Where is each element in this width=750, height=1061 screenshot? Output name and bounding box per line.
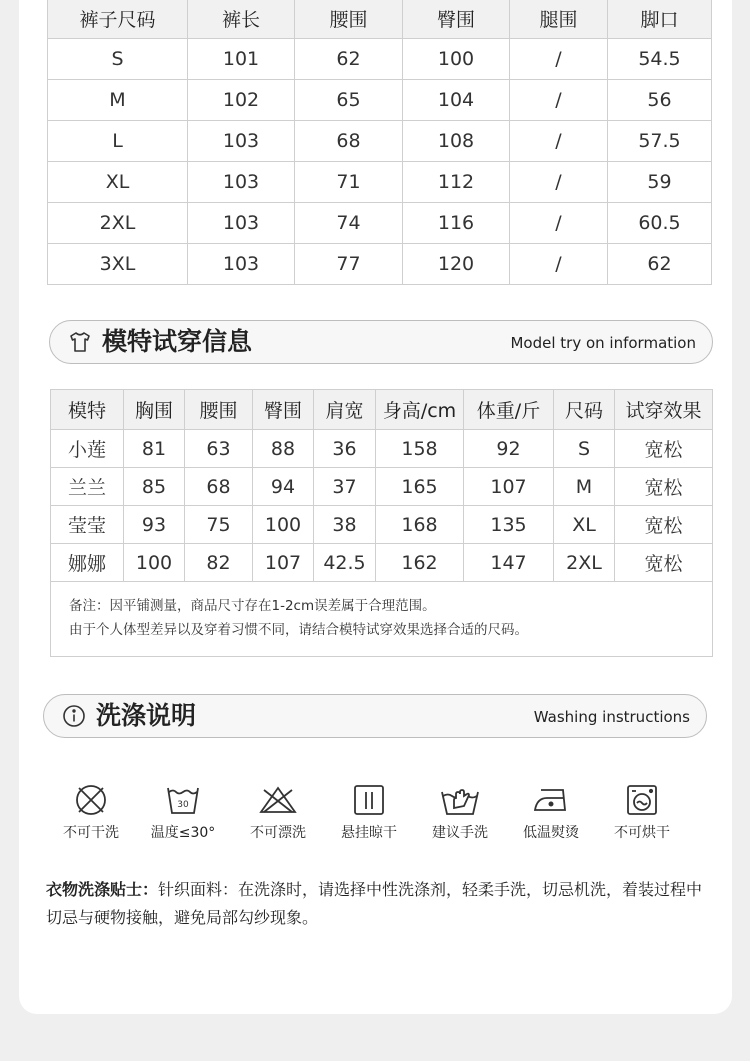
size-cell: 77 [295,244,403,285]
size-header-cell: 臀围 [403,0,510,39]
wash-label: 不可漂洗 [250,825,306,841]
size-cell: 62 [608,244,712,285]
washing-section-title: 洗涤说明 [96,701,197,730]
size-table-header [48,0,712,39]
model-cell: S [554,430,615,468]
model-cell: 宽松 [615,430,713,468]
low-iron-icon [531,782,571,818]
table-row [48,39,712,80]
wash-label: 建议手洗 [432,825,488,841]
wash-30-item [138,782,228,842]
size-cell: / [510,244,608,285]
model-section-title: 模特试穿信息 [102,327,253,356]
table-row [48,80,712,121]
model-cell: 85 [124,468,185,506]
wash-label: 不可干洗 [63,825,119,841]
table-row [51,468,713,506]
model-table [50,389,713,657]
size-cell: 60.5 [608,203,712,244]
table-row [48,244,712,285]
model-cell: 92 [464,430,554,468]
model-cell: 165 [376,468,464,506]
model-cell: XL [554,506,615,544]
tips-lead: 衣物洗涤贴士： [46,880,159,899]
model-cell: 小莲 [51,430,124,468]
model-cell: 宽松 [615,544,713,582]
size-cell: 71 [295,162,403,203]
size-cell: 101 [188,39,295,80]
model-table-header [51,390,713,430]
model-cell: 68 [185,468,253,506]
size-cell: / [510,121,608,162]
model-table-note [51,582,713,657]
model-cell: 38 [314,506,376,544]
size-cell: 68 [295,121,403,162]
size-cell: M [48,80,188,121]
no-bleach-item [233,782,323,842]
model-cell: 100 [253,506,314,544]
size-table [47,0,712,285]
model-cell: M [554,468,615,506]
no-dry-clean-icon [73,782,109,818]
size-cell: 116 [403,203,510,244]
size-cell: 103 [188,244,295,285]
model-cell: 36 [314,430,376,468]
no-dry-clean-item [46,782,136,842]
wash-label: 低温熨烫 [523,825,579,841]
model-cell: 94 [253,468,314,506]
wash-30-icon [165,782,201,818]
washing-section-subtitle: Washing instructions [533,708,690,726]
wash-label: 温度≤30° [150,825,216,841]
size-cell: 103 [188,121,295,162]
model-header-cell: 体重/斤 [464,390,554,430]
model-cell: 107 [253,544,314,582]
model-cell: 107 [464,468,554,506]
size-cell: L [48,121,188,162]
size-cell: 120 [403,244,510,285]
model-header-cell: 臀围 [253,390,314,430]
model-cell: 81 [124,430,185,468]
model-cell: 147 [464,544,554,582]
model-header-cell: 腰围 [185,390,253,430]
size-cell: / [510,39,608,80]
size-cell: 102 [188,80,295,121]
model-cell: 162 [376,544,464,582]
model-cell: 93 [124,506,185,544]
model-section-subtitle: Model try on information [510,334,696,352]
no-tumble-dry-icon [624,782,660,818]
model-cell: 兰兰 [51,468,124,506]
model-cell: 88 [253,430,314,468]
size-cell: 100 [403,39,510,80]
model-header-cell: 肩宽 [314,390,376,430]
size-cell: 59 [608,162,712,203]
model-cell: 168 [376,506,464,544]
hand-wash-icon [439,782,481,818]
size-cell: 62 [295,39,403,80]
model-cell: 莹莹 [51,506,124,544]
size-cell: 3XL [48,244,188,285]
table-row [48,162,712,203]
size-cell: 54.5 [608,39,712,80]
model-header-cell: 模特 [51,390,124,430]
size-header-cell: 腰围 [295,0,403,39]
size-cell: / [510,203,608,244]
shirt-icon [68,330,92,354]
size-cell: 108 [403,121,510,162]
size-cell: / [510,80,608,121]
table-row [51,544,713,582]
size-cell: 104 [403,80,510,121]
size-cell: 2XL [48,203,188,244]
size-cell: / [510,162,608,203]
wash-temp-text: 30 [177,800,189,810]
info-icon [62,704,86,728]
hang-dry-item [324,782,414,842]
low-iron-item [506,782,596,842]
hand-wash-item [415,782,505,842]
model-section-header [49,320,713,364]
size-cell: 65 [295,80,403,121]
size-header-cell: 腿围 [510,0,608,39]
model-cell: 37 [314,468,376,506]
table-row [51,430,713,468]
size-cell: 103 [188,162,295,203]
model-header-cell: 身高/cm [376,390,464,430]
no-bleach-icon [258,782,298,818]
model-cell: 宽松 [615,468,713,506]
model-cell: 2XL [554,544,615,582]
wash-label: 悬挂晾干 [341,825,397,841]
model-cell: 42.5 [314,544,376,582]
tips-text: 针织面料：在洗涤时，请选择中性洗涤剂，轻柔手洗，切忌机洗，着装过程中切忌与硬物接触，避免局部勾纱现象。 [46,880,703,927]
model-table-note-row [51,582,713,657]
wash-label: 不可烘干 [614,825,670,841]
table-row [51,506,713,544]
table-row [48,203,712,244]
hang-dry-icon [351,782,387,818]
table-row [48,121,712,162]
model-cell: 158 [376,430,464,468]
size-header-cell: 脚口 [608,0,712,39]
note-line: 由于个人体型差异以及穿着习惯不同，请结合模特试穿效果选择合适的尺码。 [69,622,528,638]
model-cell: 135 [464,506,554,544]
model-cell: 100 [124,544,185,582]
model-cell: 75 [185,506,253,544]
size-cell: XL [48,162,188,203]
washing-section-header [43,694,707,738]
model-cell: 娜娜 [51,544,124,582]
no-tumble-dry-item [597,782,687,842]
model-header-cell: 尺码 [554,390,615,430]
size-cell: 57.5 [608,121,712,162]
size-header-cell: 裤子尺码 [48,0,188,39]
size-cell: 74 [295,203,403,244]
size-header-cell: 裤长 [188,0,295,39]
model-cell: 82 [185,544,253,582]
size-cell: 56 [608,80,712,121]
note-line: 备注：因平铺测量，商品尺寸存在1-2cm误差属于合理范围。 [69,598,436,614]
model-header-cell: 试穿效果 [615,390,713,430]
washing-tips [46,876,716,932]
size-cell: S [48,39,188,80]
model-cell: 63 [185,430,253,468]
size-cell: 112 [403,162,510,203]
model-cell: 宽松 [615,506,713,544]
size-cell: 103 [188,203,295,244]
model-header-cell: 胸围 [124,390,185,430]
